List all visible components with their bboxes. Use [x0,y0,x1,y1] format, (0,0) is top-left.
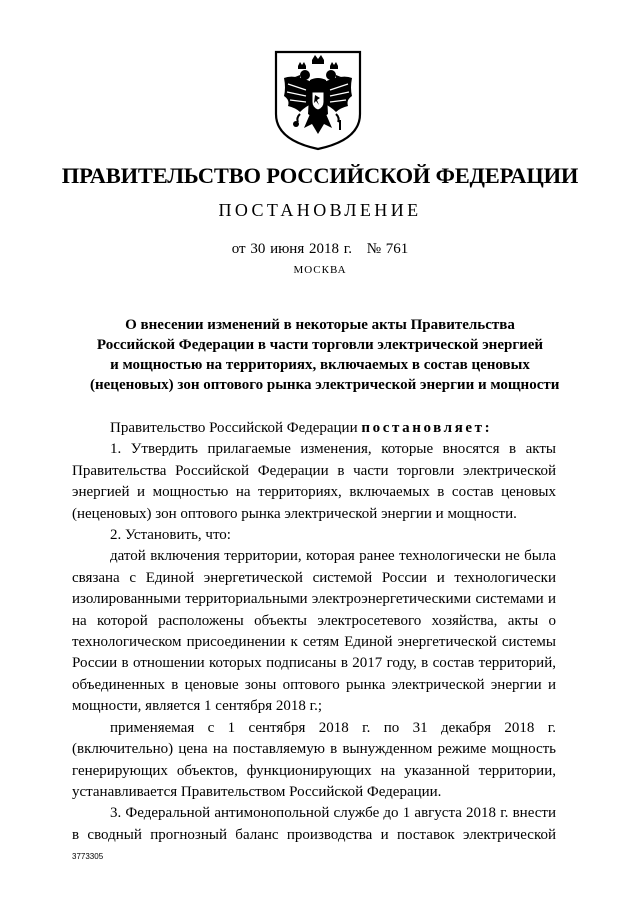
document-id: 3773305 [72,852,104,861]
paragraph-2: 2. Установить, что: [110,527,231,544]
paragraph-line: мощности, является 1 сентября 2018 г.; [72,698,322,715]
paragraph-line: энергией и мощностью на территориях, включаемых в состав ценовых [72,484,556,501]
paragraph-line: 3. Федеральной антимонопольной службе до 1 августа 2018 г. внести [110,805,556,822]
paragraph-line: Правительства Российской Федерации в части торговли электрической [72,462,556,479]
title-line: Российской Федерации в части торговли электрической энергией [96,337,544,353]
paragraph-line: датой включения территории, которая ранее технологически не была [110,548,556,565]
decree-title [90,315,560,395]
title-line: и мощностью на территориях, включаемых в состав ценовых [110,357,530,373]
number-sign: № [366,241,382,257]
document-type: ПОСТАНОВЛЕНИЕ [218,200,422,220]
preamble-text: Правительство Российской Федерации [110,420,358,436]
paragraph-line: России в отношении которых подписаны в 2017 году, в состав территорий, [72,655,556,672]
preamble-resolves: постановляет: [361,420,493,436]
government-name: ПРАВИТЕЛЬСТВО РОССИЙСКОЙ ФЕДЕРАЦИИ [61,163,579,188]
paragraph-line: (включительно) цена на поставляемую в вынужденном режиме мощность [72,741,556,758]
city: МОСКВА [293,264,347,276]
paragraph-2b [72,718,556,804]
decree-date-number [0,241,640,258]
paragraph-line: устанавливается Правительством Российской Федерации. [72,783,442,800]
paragraph-line: генерирующих объектов, функционирующих на указанной территории, [72,762,556,779]
paragraph-2a [72,546,556,717]
paragraph-1 [72,439,556,525]
decree-body [72,418,556,846]
paragraph-3 [72,803,556,846]
paragraph-line: в сводный прогнозный баланс производства и поставок электрической [72,826,556,843]
paragraph-line: на которой расположены объекты электросетевого хозяйства, акты о [72,612,556,629]
paragraph-line: объединенных в ценовые зоны оптового рынка электрической энергии и [72,676,556,693]
paragraph-line: связана с Единой энергетической системой России и технологически [72,569,556,586]
coat-of-arms-icon [272,48,364,152]
decree-number: 761 [385,241,409,257]
title-line: (неценовых) зон оптового рынка электрической энергии и мощности [90,377,560,393]
paragraph-line: применяемая с 1 сентября 2018 г. по 31 декабря 2018 г. [110,719,556,736]
title-line: О внесении изменений в некоторые акты Правительства [125,317,515,333]
decree-date: от 30 июня 2018 г. [231,241,352,257]
paragraph-line: изолированными территориальными электроэнергетическими системами и [72,591,556,608]
preamble [72,418,556,439]
paragraph-line: (неценовых) зон оптового рынка электрической энергии и мощности. [72,505,517,522]
paragraph-line: 1. Утвердить прилагаемые изменения, которые вносятся в акты [110,441,556,458]
paragraph-line: технологическом присоединении к сетям Единой энергетической системы [72,634,556,651]
